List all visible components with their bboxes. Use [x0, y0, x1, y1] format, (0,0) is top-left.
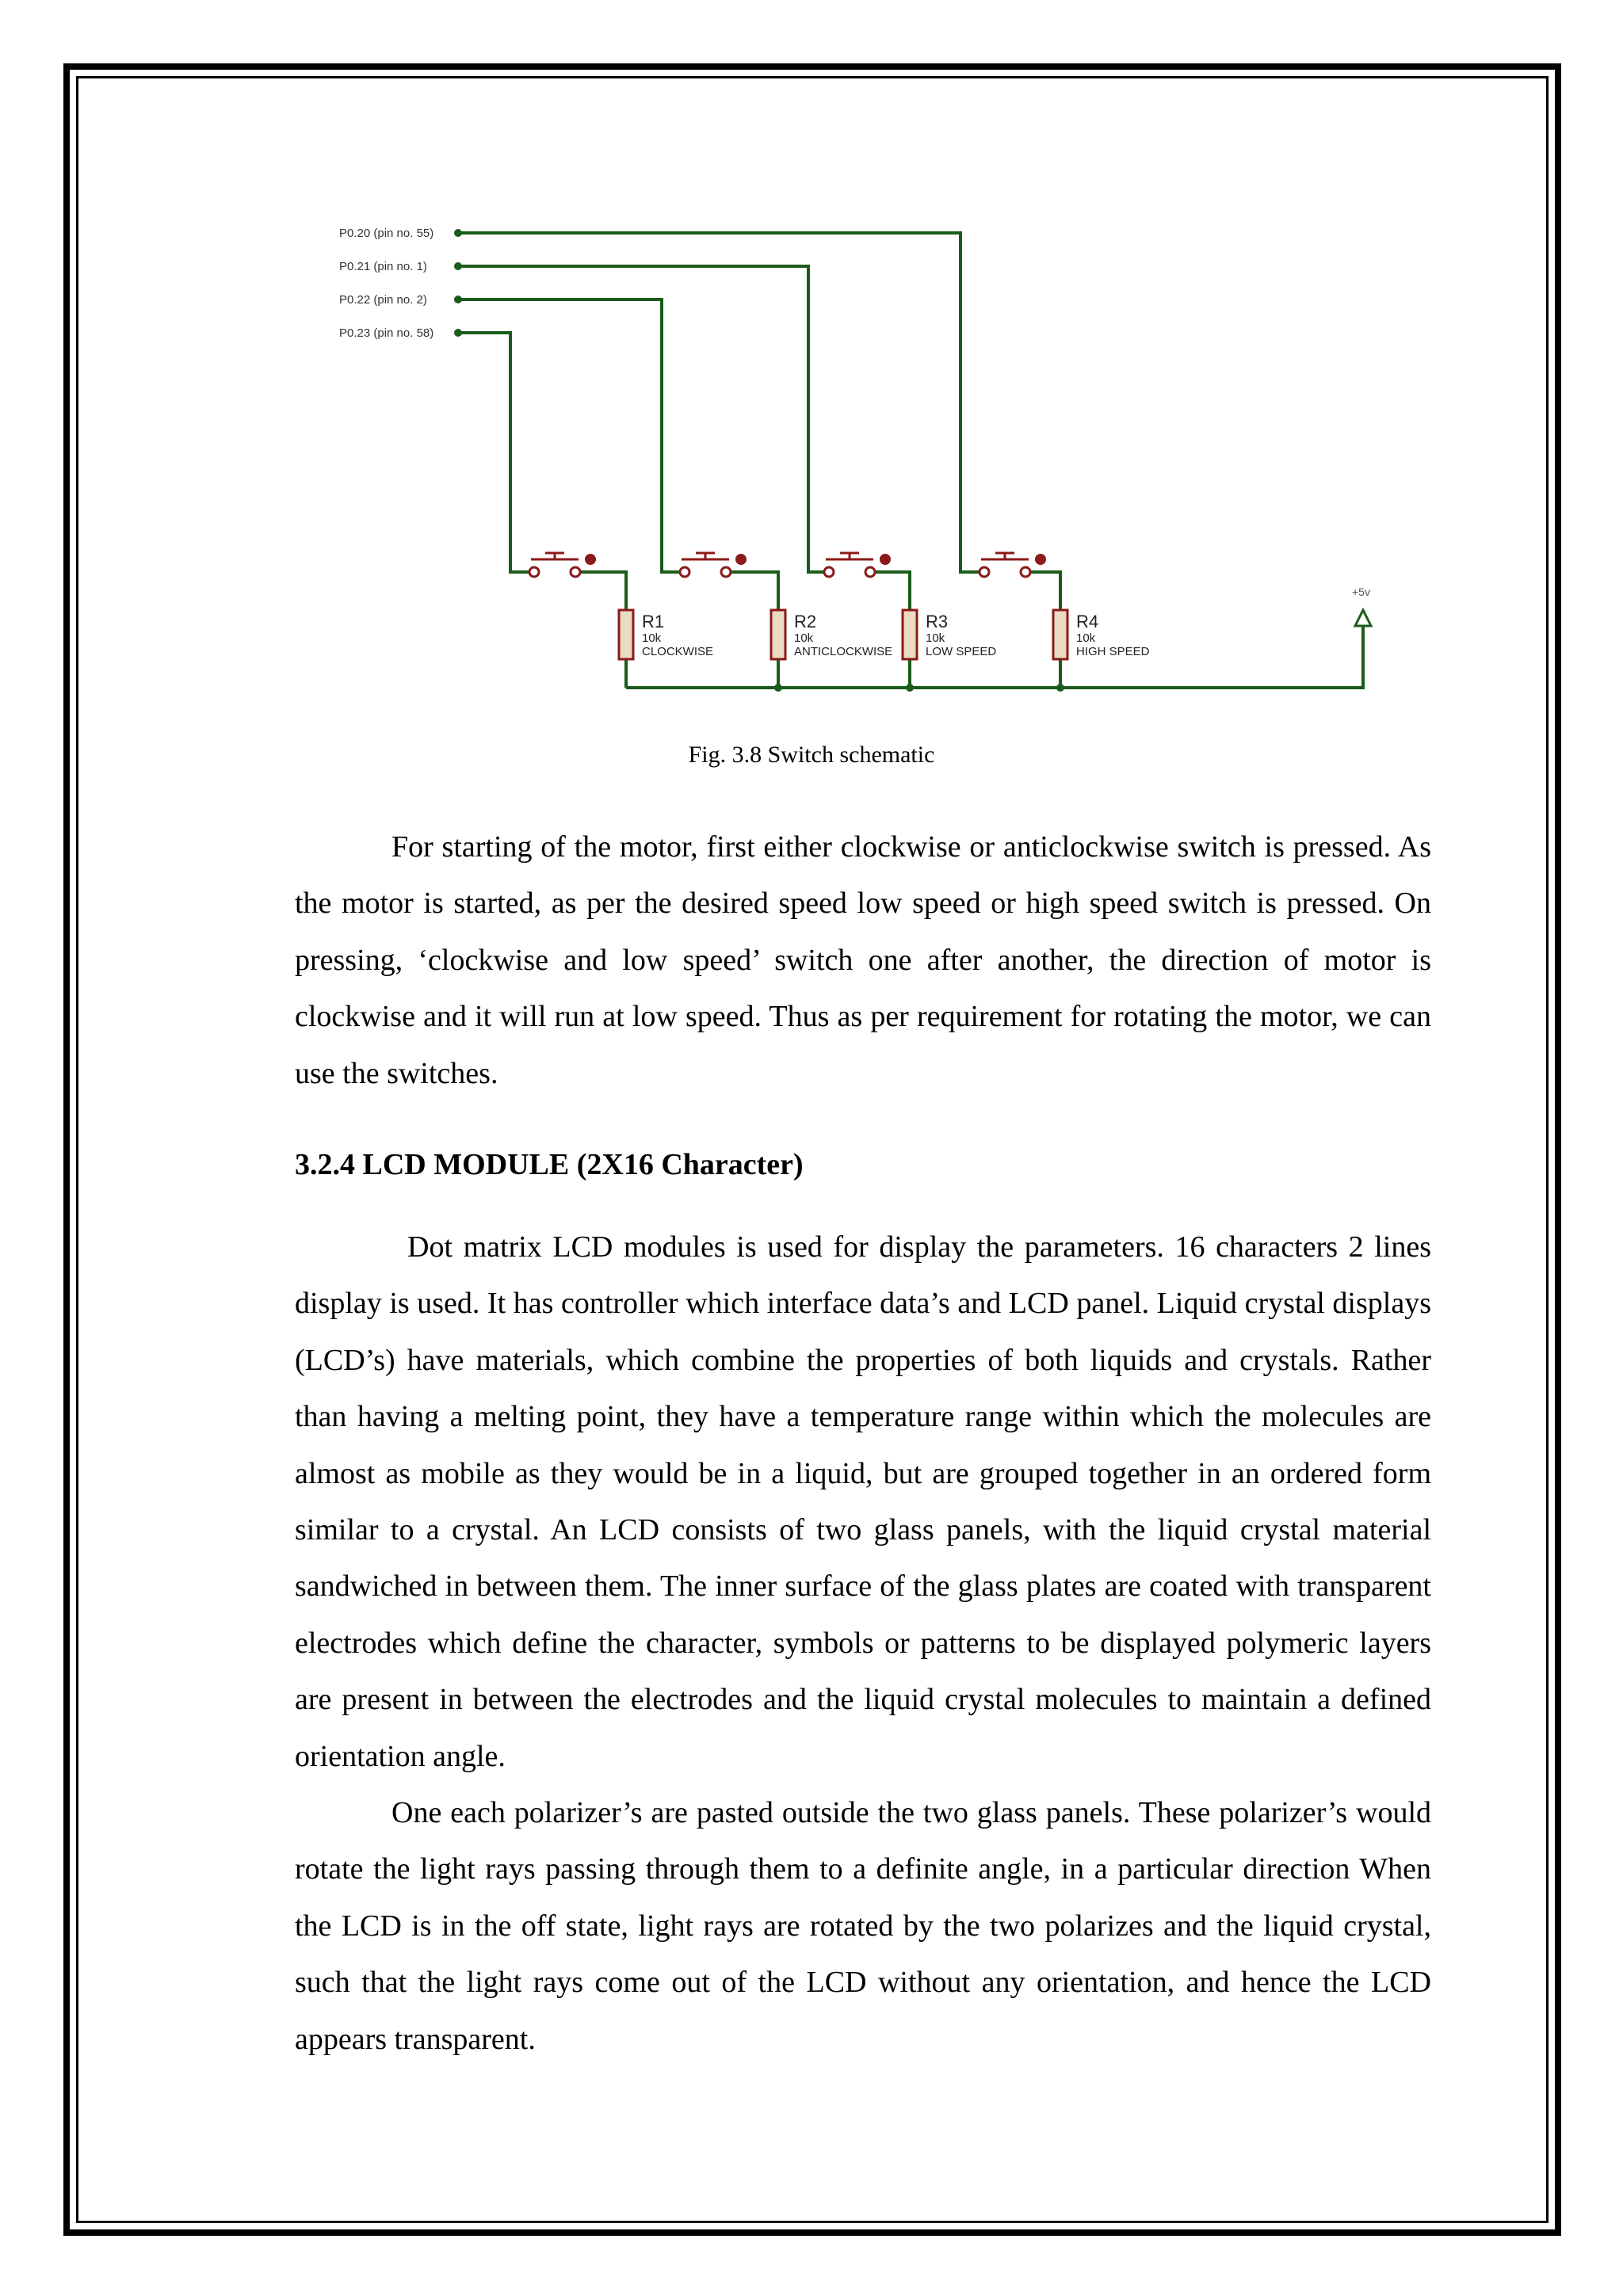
supply-label: +5v — [1352, 585, 1370, 598]
resistor-label: CLOCKWISE — [642, 645, 714, 658]
wire-sw1-r1 — [580, 572, 626, 610]
pushbutton-switch-2 — [680, 553, 731, 577]
paragraph-lcd-intro: Dot matrix LCD modules is used for display the parameters. 16 characters 2 lines display is used. It has controller which interface data’s and LCD panel. Liquid crystal displays (LCD’s) have materials, which combine the properties of both liquids and crystals. Rather than having a melting point, they have a temperature range within which the molecules are almost as mobile as they would be in a liquid, but are grouped together in an ordered form similar to a crystal. An LCD consists of two glass panels, with the liquid crystal material sandwiched in between them. The inner surface of the glass plates are coated with transparent electrodes which define the character, symbols or patterns to be displayed polymeric layers are present in between the electrodes and the liquid crystal molecules to maintain a defined orientation angle. — [295, 1230, 1431, 1773]
pushbutton-switch-1 — [529, 553, 580, 577]
paragraph-switch-operation: For starting of the motor, first either clockwise or anticlockwise switch is pressed. As the motor is started, as per the desired speed low speed or high speed switch is pressed. On pressing, ‘clockwise and low speed’ switch one after another, the direction of motor is clockwise and it will run at low speed. Thus as per requirement for rotating the motor, we can use the switches. — [295, 830, 1431, 1090]
pin-label: P0.21 (pin no. 1) — [339, 260, 427, 273]
wire-p022 — [458, 299, 680, 572]
wire-sw3-r3 — [875, 572, 910, 610]
wire-sw2-r2 — [731, 572, 778, 610]
pin-label: P0.23 (pin no. 58) — [339, 326, 434, 340]
wire-p023 — [458, 333, 529, 572]
paragraph-polarizer: One each polarizer’s are pasted outside the two glass panels. These polarizer’s would rotate the light rays passing through them to a definite angle, in a particular direction When the LCD is in the off state, light rays are rotated by the two polarizes and the liquid crystal, such that the light rays come out of the LCD without any orientation, and hence the LCD appears transparent. — [295, 1796, 1431, 2056]
resistor-r3 — [903, 610, 917, 659]
resistor-r1 — [619, 610, 633, 659]
wire-sw4-r4 — [1030, 572, 1060, 610]
pushbutton-switch-4 — [980, 553, 1030, 577]
resistor-label: LOW SPEED — [926, 645, 997, 658]
wire-p021 — [458, 266, 824, 572]
pin-label: P0.20 (pin no. 55) — [339, 227, 434, 240]
resistor-label: HIGH SPEED — [1076, 645, 1150, 658]
resistor-value: 10k — [794, 631, 814, 645]
resistor-label: ANTICLOCKWISE — [794, 645, 893, 658]
section-heading: 3.2.4 LCD MODULE (2X16 Character) — [295, 1148, 804, 1181]
supply-arrow-icon — [1355, 610, 1371, 626]
pushbutton-switch-3 — [824, 553, 875, 577]
resistor-r4 — [1053, 610, 1067, 659]
pin-label: P0.22 (pin no. 2) — [339, 293, 427, 307]
resistor-value: 10k — [926, 631, 945, 645]
resistor-ref: R4 — [1076, 612, 1099, 631]
resistor-value: 10k — [642, 631, 662, 645]
figure-caption: Fig. 3.8 Switch schematic — [688, 742, 935, 768]
switch-schematic — [317, 214, 1403, 713]
wire-p020 — [458, 233, 980, 572]
resistor-ref: R3 — [926, 612, 949, 631]
resistor-r2 — [771, 610, 785, 659]
resistor-ref: R1 — [642, 612, 665, 631]
resistor-value: 10k — [1076, 631, 1096, 645]
resistor-ref: R2 — [794, 612, 817, 631]
